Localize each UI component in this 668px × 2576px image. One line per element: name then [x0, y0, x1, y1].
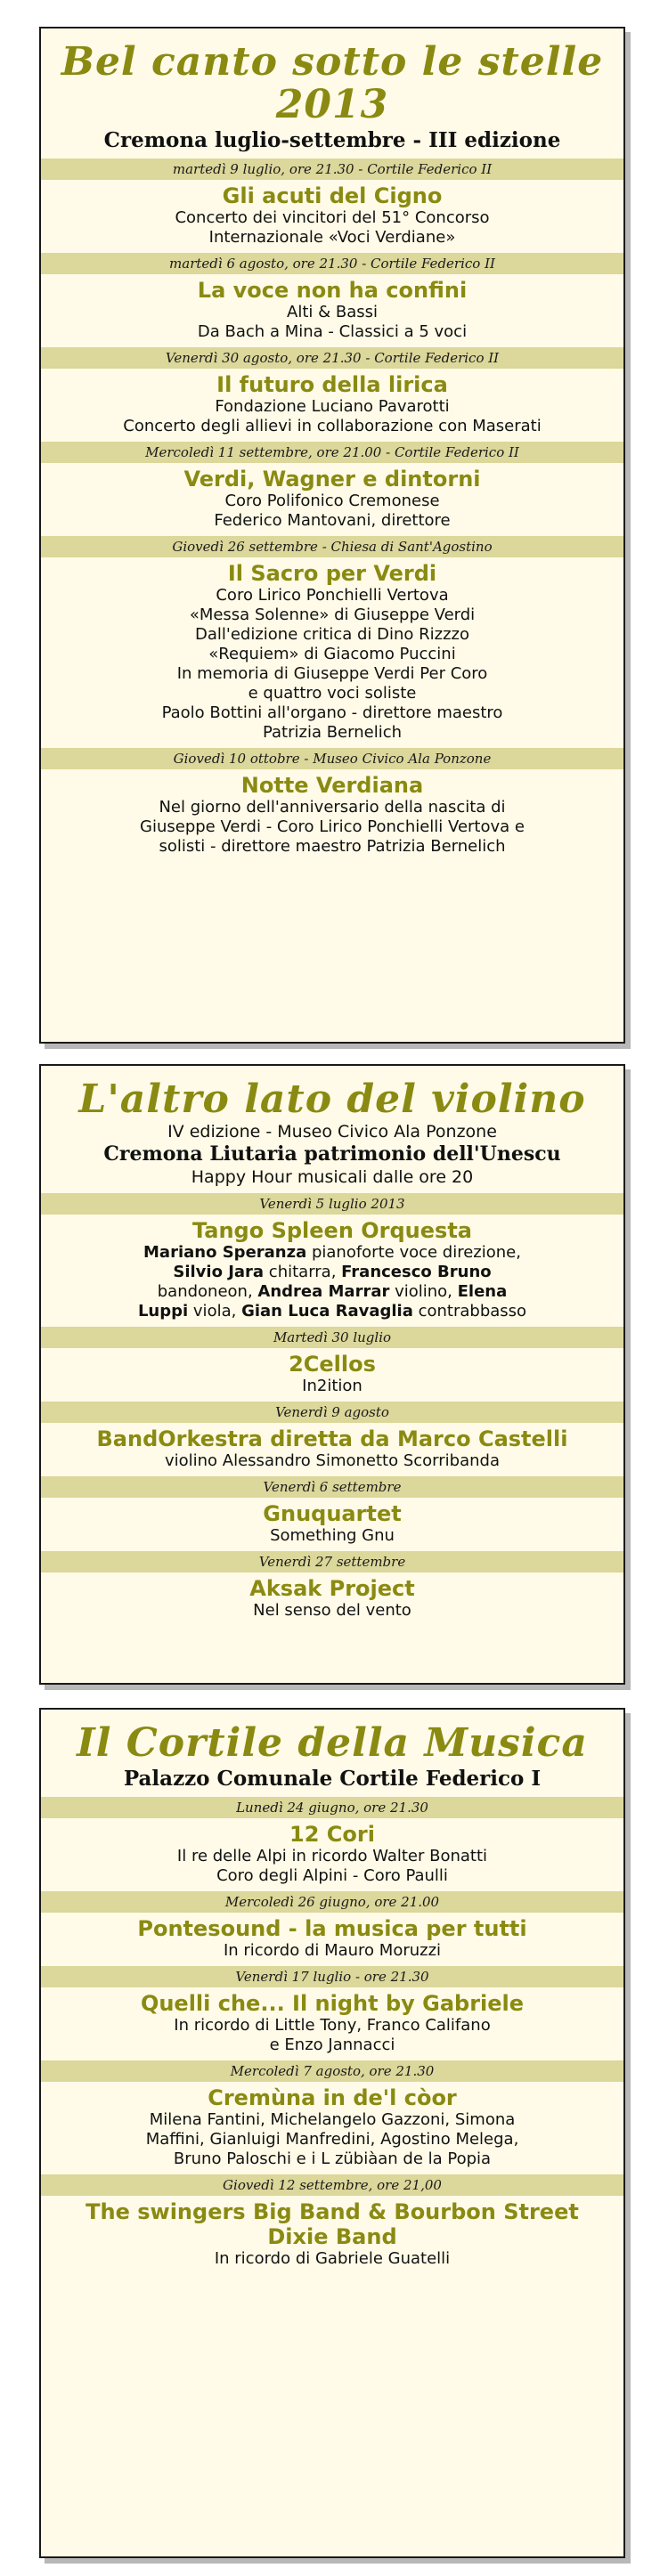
event-title: 2Cellos: [289, 1352, 376, 1377]
performer-role: violino,: [389, 1282, 458, 1301]
event-line: Alti & Bassi: [287, 303, 378, 321]
event-line: «Requiem» di Giacomo Puccini: [208, 645, 456, 663]
event-entry: [52, 1327, 613, 1396]
event-title: Gnuquartet: [263, 1501, 402, 1526]
event-date-bar: Mercoledì 7 agosto, ore 21.30: [41, 2060, 623, 2082]
event-date-bar: Venerdì 27 settembre: [41, 1551, 623, 1572]
performer-role: viola,: [188, 1302, 242, 1321]
event-date-bar: Martedì 30 luglio: [41, 1327, 623, 1348]
event-line: Il re delle Alpi in ricordo Walter Bonatti: [176, 1847, 488, 1865]
event-title: Il Sacro per Verdi: [227, 561, 437, 586]
event-entry: [52, 1551, 613, 1621]
event-title: Tango Spleen Orquesta: [191, 1218, 472, 1243]
event-date-bar: Giovedì 10 ottobre - Museo Civico Ala Ponzone: [41, 748, 623, 769]
performer-name: Mariano Speranza: [143, 1243, 307, 1262]
event-date-bar: Venerdì 30 agosto, ore 21.30 - Cortile Federico II: [41, 347, 623, 369]
event-date-bar: Lunedì 24 giugno, ore 21.30: [41, 1797, 623, 1818]
event-line: Federico Mantovani, direttore: [214, 511, 451, 530]
section-title: Bel canto sotto le stelle 2013: [61, 39, 604, 127]
performer-role: bandoneon,: [157, 1282, 258, 1301]
event-date-bar: martedì 9 luglio, ore 21.30 - Cortile Federico II: [41, 158, 623, 180]
event-date-bar: martedì 6 agosto, ore 21.30 - Cortile Federico II: [41, 253, 623, 274]
event-title: BandOrkestra diretta da Marco Castelli: [96, 1426, 568, 1451]
event-line: Something Gnu: [270, 1526, 395, 1545]
event-line: Nel senso del vento: [253, 1601, 411, 1620]
event-title: The swingers Big Band & Bourbon Street Dixie Band: [86, 2199, 579, 2249]
event-line: In ricordo di Gabriele Guatelli: [214, 2249, 451, 2268]
event-line: e Enzo Jannacci: [269, 2036, 395, 2054]
event-line: Milena Fantini, Michelangelo Gazzoni, Simona: [149, 2110, 516, 2129]
event-date-bar: Venerdì 6 settembre: [41, 1476, 623, 1498]
performer-name: Silvio Jara: [173, 1263, 265, 1281]
event-line: Concerto dei vincitori del 51° Concorso: [175, 208, 490, 227]
event-line: Dall'edizione critica di Dino Rizzzo: [194, 625, 470, 644]
event-credits-line: [52, 1282, 613, 1302]
section-title: Il Cortile della Musica: [77, 1720, 588, 1766]
event-entry: [52, 1966, 613, 2055]
event-entry: [52, 1797, 613, 1886]
event-entry: [52, 347, 613, 436]
section-intro-line: Cremona Liutaria patrimonio dell'Unescu: [103, 1142, 561, 1166]
event-line: Giuseppe Verdi - Coro Lirico Ponchielli Vertova e: [140, 817, 525, 836]
event-title: 12 Cori: [289, 1822, 375, 1847]
section-intro-line: IV edizione - Museo Civico Ala Ponzone: [167, 1122, 497, 1142]
event-entry: [52, 748, 613, 857]
event-title: Aksak Project: [249, 1576, 415, 1601]
event-entry: [52, 1891, 613, 1961]
event-line: Coro Polifonico Cremonese: [224, 492, 440, 510]
event-line: violino Alessandro Simonetto Scorribanda: [164, 1451, 500, 1470]
event-line: Da Bach a Mina - Classici a 5 voci: [197, 322, 468, 341]
event-date-bar: Venerdì 9 agosto: [41, 1402, 623, 1423]
event-line: Bruno Paloschi e i L zübiàan de la Popia: [173, 2149, 492, 2168]
event-date-bar: Giovedì 12 settembre, ore 21,00: [41, 2174, 623, 2196]
event-title: Pontesound - la musica per tutti: [137, 1916, 527, 1941]
event-credits-line: [52, 1263, 613, 1282]
performer-name: Gian Luca Ravaglia: [241, 1302, 413, 1321]
cortile-musica-section: [39, 1708, 625, 2558]
performer-name: Andrea Marrar: [257, 1282, 390, 1301]
event-credits-line: [52, 1302, 613, 1321]
event-line: In ricordo di Little Tony, Franco Califano: [174, 2016, 491, 2035]
event-date-bar: Mercoledì 11 settembre, ore 21.00 - Cortile Federico II: [41, 442, 623, 463]
event-title: La voce non ha confini: [197, 278, 468, 303]
event-line: Paolo Bottini all'organo - direttore maestro: [161, 703, 503, 722]
altro-lato-violino-section: [39, 1064, 625, 1685]
event-line: «Messa Solenne» di Giuseppe Verdi: [189, 605, 476, 624]
event-entry: [52, 536, 613, 743]
event-line: Patrizia Bernelich: [262, 723, 403, 742]
section-intro-line: Happy Hour musicali dalle ore 20: [191, 1167, 474, 1187]
event-line: Fondazione Luciano Pavarotti: [215, 397, 450, 416]
event-date-bar: Giovedì 26 settembre - Chiesa di Sant'Agostino: [41, 536, 623, 557]
event-line: Maffini, Gianluigi Manfredini, Agostino Melega,: [145, 2130, 519, 2149]
event-entry: [52, 1402, 613, 1471]
section-title: L'altro lato del violino: [78, 1077, 586, 1122]
event-date-bar: Mercoledì 26 giugno, ore 21.00: [41, 1891, 623, 1913]
section-subtitle: Cremona luglio-settembre - III edizione: [103, 128, 561, 152]
event-entry: [52, 158, 613, 248]
event-line: Coro Lirico Ponchielli Vertova: [216, 586, 449, 605]
event-line: In2ition: [302, 1377, 363, 1395]
event-line: In memoria di Giuseppe Verdi Per Coro: [176, 664, 488, 683]
performer-name: Francesco Bruno: [341, 1263, 492, 1281]
bel-canto-section: [39, 27, 625, 1044]
event-line: Internazionale «Voci Verdiane»: [208, 228, 456, 247]
event-line: Coro degli Alpini - Coro Paulli: [216, 1866, 448, 1885]
event-entry: [52, 442, 613, 531]
performer-name: Elena: [457, 1282, 508, 1301]
performer-name: Luppi: [137, 1302, 189, 1321]
event-credits-line: [52, 1243, 613, 1263]
performer-role: contrabbasso: [412, 1302, 527, 1321]
event-title: Notte Verdiana: [240, 773, 424, 798]
event-entry: [52, 253, 613, 342]
event-entry: [52, 1476, 613, 1546]
event-date-bar: Venerdì 5 luglio 2013: [41, 1193, 623, 1215]
section-subtitle: Palazzo Comunale Cortile Federico I: [123, 1767, 542, 1791]
event-title: Gli acuti del Cigno: [222, 183, 443, 208]
event-title: Verdi, Wagner e dintorni: [183, 467, 481, 492]
event-title: Il futuro della lirica: [216, 372, 448, 397]
event-title: Cremùna in de'l còor: [208, 2085, 457, 2110]
event-line: Concerto degli allievi in collaborazione con Maserati: [123, 417, 542, 435]
event-entry: [52, 2060, 613, 2169]
performer-role: pianoforte voce direzione,: [306, 1243, 521, 1262]
event-date-bar: Venerdì 17 luglio - ore 21.30: [41, 1966, 623, 1987]
event-line: In ricordo di Mauro Moruzzi: [223, 1941, 442, 1960]
event-title: Quelli che... Il night by Gabriele: [140, 1991, 525, 2016]
performer-role: chitarra,: [264, 1263, 342, 1281]
event-entry: [52, 1193, 613, 1321]
event-entry: [52, 2174, 613, 2269]
event-line: Nel giorno dell'anniversario della nascita di: [159, 798, 506, 817]
event-line: solisti - direttore maestro Patrizia Bernelich: [159, 837, 506, 856]
event-line: e quattro voci soliste: [248, 684, 417, 703]
